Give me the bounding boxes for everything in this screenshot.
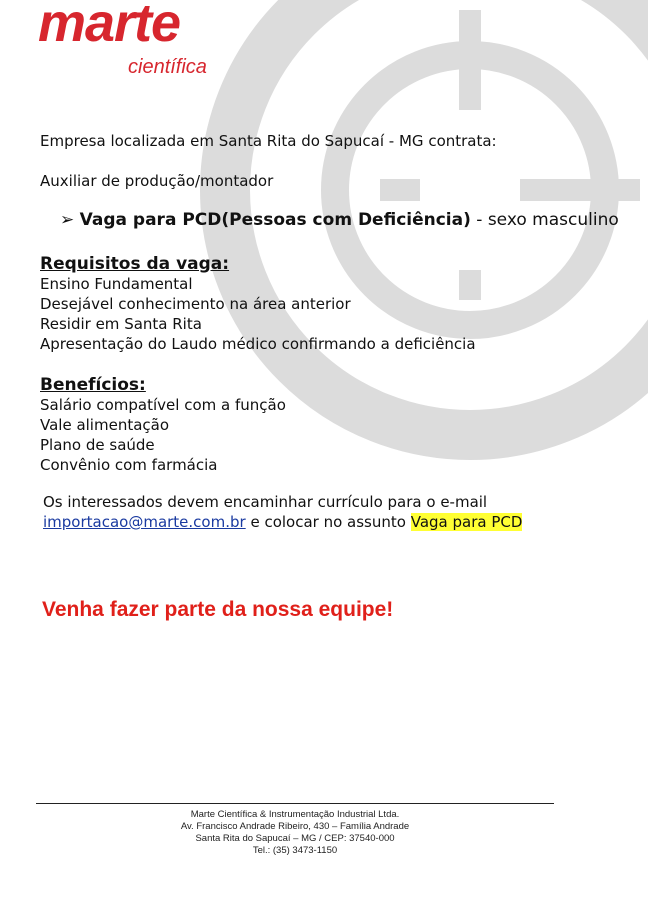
contact-line1: Os interessados devem encaminhar currículo para o e-mail bbox=[43, 493, 488, 511]
footer-divider bbox=[36, 803, 554, 804]
benefits-section bbox=[40, 375, 286, 475]
pcd-bullet bbox=[60, 210, 619, 230]
logo-brand: marte bbox=[38, 0, 181, 53]
requirement-item: Apresentação do Laudo médico confirmando a deficiência bbox=[40, 335, 476, 353]
contact-line2 bbox=[43, 512, 522, 532]
requirement-item: Ensino Fundamental bbox=[40, 275, 193, 293]
pcd-bold: Vaga para PCD(Pessoas com Deficiência) bbox=[79, 210, 471, 230]
requirements-heading: Requisitos da vaga: bbox=[40, 254, 230, 274]
position-text: Auxiliar de produção/montador bbox=[40, 172, 274, 190]
benefit-item: Vale alimentação bbox=[40, 416, 170, 434]
contact-section bbox=[43, 492, 522, 532]
marte-logo bbox=[38, 0, 228, 82]
intro-text: Empresa localizada em Santa Rita do Sapucaí - MG contrata: bbox=[40, 132, 497, 150]
call-to-action: Venha fazer parte da nossa equipe! bbox=[42, 598, 394, 621]
benefit-item: Convênio com farmácia bbox=[40, 456, 218, 474]
footer bbox=[36, 809, 554, 857]
benefit-item: Plano de saúde bbox=[40, 436, 155, 454]
email-link[interactable]: importacao@marte.com.br bbox=[43, 513, 246, 531]
footer-address: Av. Francisco Andrade Ribeiro, 430 – Família Andrade bbox=[180, 821, 410, 832]
contact-middle: e colocar no assunto bbox=[245, 513, 411, 531]
footer-company: Marte Científica & Instrumentação Industrial Ltda. bbox=[190, 809, 400, 820]
benefits-heading: Benefícios: bbox=[40, 375, 146, 395]
requirement-item: Residir em Santa Rita bbox=[40, 315, 202, 333]
pcd-rest: - sexo masculino bbox=[470, 210, 619, 230]
requirement-item: Desejável conhecimento na área anterior bbox=[40, 295, 351, 313]
logo-tagline: científica bbox=[128, 56, 207, 78]
requirements-section bbox=[40, 254, 476, 354]
benefit-item: Salário compatível com a função bbox=[40, 396, 286, 414]
footer-phone: Tel.: (35) 3473-1150 bbox=[252, 845, 338, 856]
footer-city: Santa Rita do Sapucaí – MG / CEP: 37540-000 bbox=[195, 833, 395, 844]
subject-highlight: Vaga para PCD bbox=[410, 513, 523, 531]
arrow-bullet-icon: ➢ bbox=[60, 210, 75, 230]
